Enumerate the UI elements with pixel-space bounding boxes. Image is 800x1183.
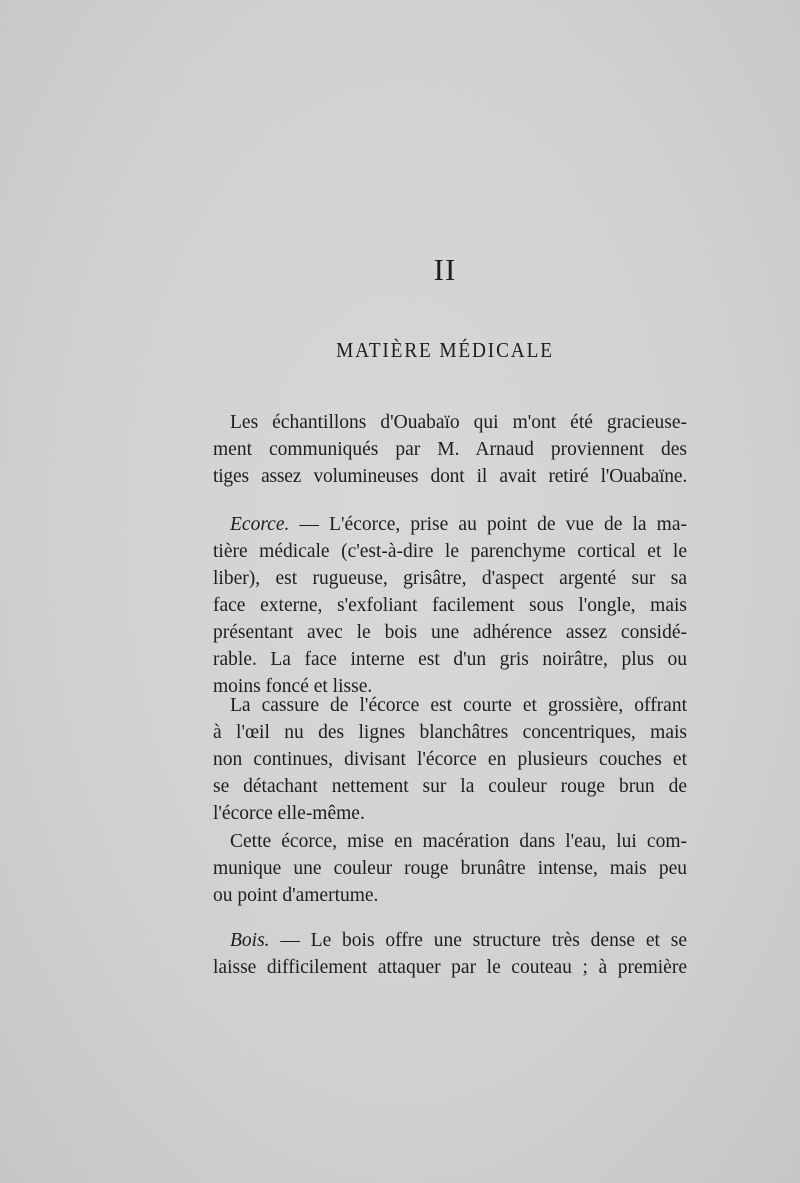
text-span: — L'écorce, prise au point de vue de la ma- — [289, 514, 687, 535]
text-line: ou point d'amertume. — [213, 885, 379, 906]
chapter-number: II — [433, 252, 457, 287]
text-line: Cette écorce, mise en macération dans l'eau, lui com- — [230, 831, 687, 852]
text-line: tiges assez volumineuses dont il avait retiré l'Ouabaïne. — [213, 466, 687, 487]
text-line: à l'œil nu des lignes blanchâtres concentriques, mais — [213, 722, 687, 743]
text-line: tière médicale (c'est-à-dire le parenchyme cortical et le — [213, 541, 687, 562]
text-line: munique une couleur rouge brunâtre intense, mais peu — [213, 858, 687, 879]
chapter-title: MATIÈRE MÉDICALE — [336, 338, 554, 362]
text-line: La cassure de l'écorce est courte et grossière, offrant — [230, 695, 687, 716]
section-lead-bois: Bois. — [230, 930, 270, 951]
text-line — [230, 928, 687, 954]
text-line: l'écorce elle-même. — [213, 803, 365, 824]
text-line — [230, 512, 687, 538]
text-line: moins foncé et lisse. — [213, 676, 373, 697]
text-line: ment communiqués par M. Arnaud proviennent des — [213, 439, 687, 460]
text-line: laisse difficilement attaquer par le couteau ; à première — [213, 957, 687, 978]
text-line: se détachant nettement sur la couleur rouge brun de — [213, 776, 687, 797]
section-lead-ecorce: Ecorce. — [230, 514, 290, 535]
text-line: face externe, s'exfoliant facilement sous l'ongle, mais — [213, 595, 687, 616]
text-line: liber), est rugueuse, grisâtre, d'aspect argenté sur sa — [213, 568, 687, 589]
text-line: Les échantillons d'Ouabaïo qui m'ont été gracieuse- — [230, 412, 687, 433]
text-line: présentant avec le bois une adhérence assez considé- — [213, 622, 687, 643]
text-line: rable. La face interne est d'un gris noirâtre, plus ou — [213, 649, 687, 670]
text-span: — Le bois offre une structure très dense et se — [269, 930, 687, 951]
text-line: non continues, divisant l'écorce en plusieurs couches et — [213, 749, 687, 770]
